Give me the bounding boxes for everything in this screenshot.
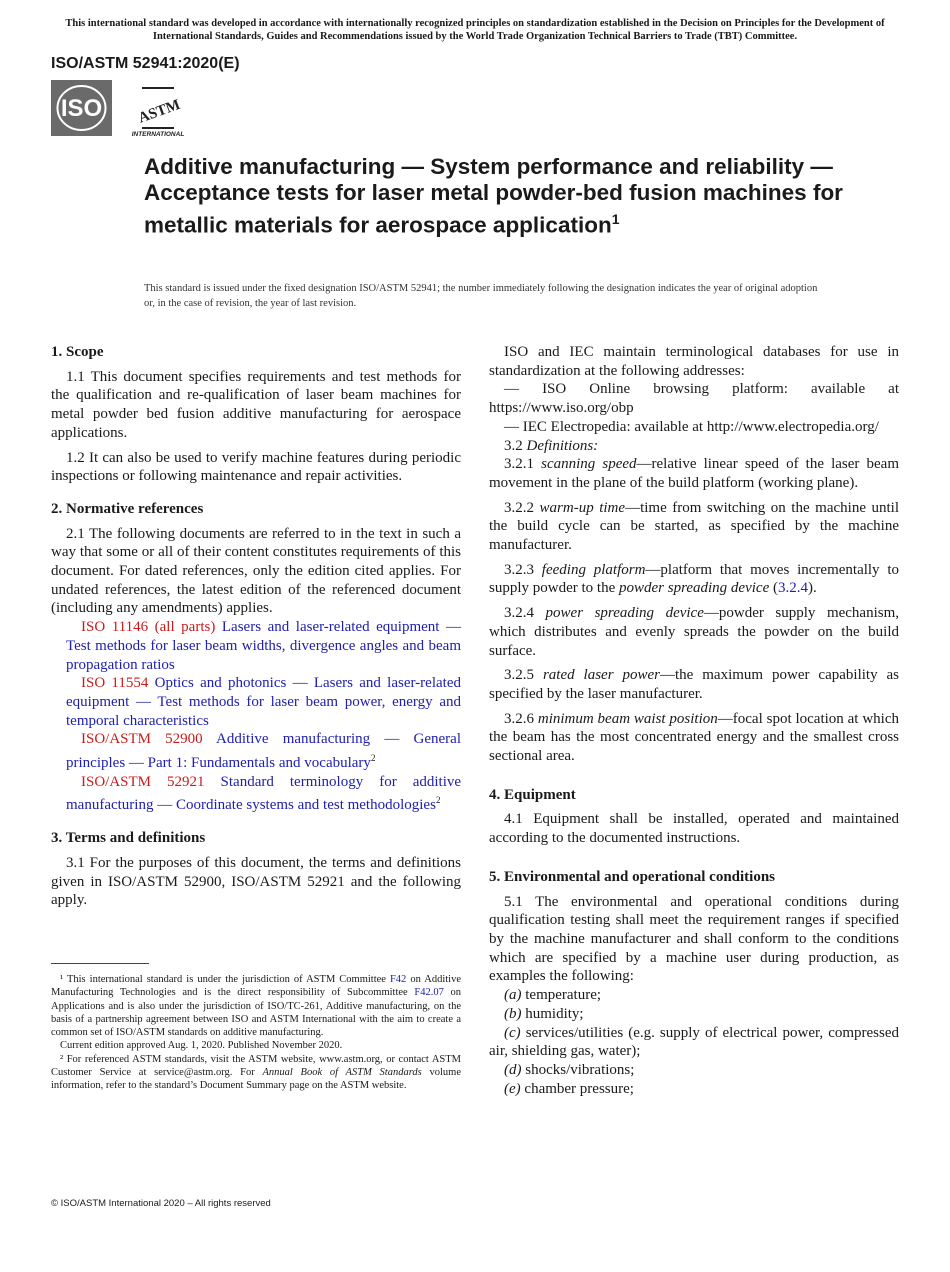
definitions-subheading [489,437,899,456]
term-definition: —time from switching on the machine until the build cycle can be started, as specified by the machine manufacturer. [489,499,899,554]
top-notice: This international standard was developed in accordance with internationally recognized principles on standardization established in the Decision on Principles for the Development of International Standards, Guides and Recommendations issued by the World Trade Organization Technical Barriers to Trade (TBT) Committee. [65,18,885,42]
term-name: minimum beam waist position [537,710,718,727]
reference-code[interactable]: ISO/ASTM 52900 [81,731,203,748]
term-definition: —focal spot location at which the beam has the most concentrated energy and the smallest cross sectional area. [489,710,899,765]
terminology-databases-intro: ISO and IEC maintain terminological databases for use in standardization at the following addresses: [489,344,899,379]
reference-title[interactable]: Standard terminology for additive manufacturing — Coordinate systems and test methodologies [66,773,462,814]
term-name: scanning speed [541,456,637,473]
reference-title[interactable]: Additive manufacturing — General principles — Part 1: Fundamentals and vocabulary [66,731,461,772]
right-column [489,343,899,1098]
definitions-number: 3.2 [504,437,523,454]
reference-code[interactable]: ISO/ASTM 52921 [81,773,205,790]
section-3-heading: 3. Terms and definitions [51,830,206,847]
footnote-2-text-b: volume information, refer to the standard’s Document Summary page on the ASTM website. [51,1067,462,1092]
reference-item [51,618,461,674]
reference-item [51,730,461,772]
footnotes [51,973,461,1093]
term-number: 3.2.4 [504,605,534,622]
condition-text: chamber pressure; [524,1080,634,1097]
condition-text: temperature; [525,987,602,1004]
paragraph-2-1: 2.1 The following documents are referred to in the text in such a way that some or all of their content constitutes requirements of this document. For dated references, only the edition cited applies. For undated references, the latest edition of the referenced document (including any amendments) applies. [51,525,461,617]
reference-footnote-ref[interactable]: 2 [370,753,376,764]
title-footnote-ref[interactable]: 1 [611,211,620,227]
condition-item [489,1080,899,1099]
footnote-1-text-b: on Additive Manufacturing Technologies and is the direct responsibility of Subcommittee [51,974,462,999]
left-column [51,343,461,910]
term-definition: —powder supply mechanism, which distributes and evenly spreads the powder on the build surface. [489,605,900,659]
iec-electropedia-entry: — IEC Electropedia: available at http://www.electropedia.org/ [504,418,879,435]
term-name: warm-up time [539,499,626,516]
footnote-2-text-a: ² For referenced ASTM standards, visit the ASTM website, www.astm.org, or contact ASTM Customer Service at service@astm.org. For [51,1053,461,1079]
reference-code[interactable]: ISO 11146 (all parts) [81,619,216,636]
title-text: Additive manufacturing — System performance and reliability — Acceptance tests for laser metal powder-bed fusion machines for metallic materials for aerospace application [144,154,843,238]
definition-3-2-1 [489,455,899,492]
definition-3-2-6 [489,710,899,766]
definition-3-2-4 [489,604,899,660]
issued-note: This standard is issued under the fixed designation ISO/ASTM 52941; the number immediately following the designation indicates the year of original adoption or, in the case of revision, the year of last revision. [144,283,818,309]
term-name: power spreading device [545,605,704,622]
paragraph-1-2: 1.2 It can also be used to verify machine features during periodic inspections or following maintenance and repair activities. [51,449,461,485]
condition-item [489,1024,899,1061]
condition-item [489,1005,899,1024]
definition-3-2-5 [489,666,899,703]
condition-label: (b) [504,1005,522,1022]
paragraph-1-1: 1.1 This document specifies requirements and test methods for the qualification and re-qualification of laser beam machines for metal powder bed fusion additive manufacturing for aerospace applications. [51,368,461,441]
term-name: rated laser power [542,667,660,684]
term-cross-reference-link[interactable]: 3.2.4 [777,580,808,597]
condition-item [489,1061,899,1080]
condition-label: (d) [504,1061,522,1078]
paragraph-3-1: 3.1 For the purposes of this document, the terms and definitions given in ISO/ASTM 52900, ISO/ASTM 52921 and the following apply. [51,854,461,909]
footnote-2 [51,1053,461,1093]
term-definition: —platform that moves incrementally to supply powder to the [489,561,900,597]
reference-footnote-ref[interactable]: 2 [435,795,441,806]
astm-logo [128,82,188,138]
term-name: feeding platform [541,561,646,578]
term-number: 3.2.2 [504,499,534,516]
section-1-heading: 1. Scope [51,344,104,360]
paragraph-4-1: 4.1 Equipment shall be installed, operated and maintained according to the documented instructions. [489,811,899,847]
term-number: 3.2.6 [504,710,534,727]
term-definition: —the maximum power capability as specified by the laser manufacturer. [489,667,900,702]
footnote-1 [51,973,461,1039]
reference-title[interactable]: Lasers and laser-related equipment — Test methods for laser beam widths, divergence angles and beam propagation ratios [66,619,462,673]
footnote-1-text-c: on Applications and is also under the jurisdiction of ISO/TC-261, Additive manufacturing, on the basis of a partnership agreement between ISO and ASTM International with the aim to create a common set of ISO/ASTM standards on additive manufacturing. [51,987,461,1039]
condition-label: (a) [504,987,522,1004]
reference-item [51,674,461,730]
iso-logo [51,80,112,136]
section-4-heading: 4. Equipment [489,786,576,803]
reference-title[interactable]: Optics and photonics — Lasers and laser-related equipment — Test methods for laser beam power, energy and temporal characteristics [66,675,461,729]
copyright-footer: © ISO/ASTM International 2020 – All rights reserved [51,1198,271,1209]
term-number: 3.2.5 [504,667,534,684]
term-number: 3.2.3 [504,561,534,578]
term-number: 3.2.1 [504,456,534,473]
definition-3-2-3: 3.2.3 feeding platform—platform that moves incrementally to supply powder to the powder spreading device (3.2.4). [489,561,900,597]
condition-item [489,986,899,1005]
edition-note: Current edition approved Aug. 1, 2020. Published November 2020. [60,1040,343,1052]
condition-text: humidity; [525,1005,584,1022]
committee-link[interactable]: F42 [389,974,407,985]
paragraph-5-1: 5.1 The environmental and operational conditions during qualification testing shall meet the requirement ranges if specified by the machine manufacturer and shall conform to the conditions which are specified by a machine user during production, as examples the following: [489,893,899,985]
iso-logo-text: ISO [60,95,103,122]
condition-text: services/utilities (e.g. supply of electrical power, compressed air, shielding gas, water); [489,1024,900,1060]
definitions-label: Definitions: [526,437,599,454]
reference-item [51,773,461,815]
section-2-heading: 2. Normative references [51,500,204,517]
footnote-rule [51,963,149,964]
condition-text: shocks/vibrations; [525,1061,635,1078]
astm-logo-text: ASTM [136,96,183,127]
definition-3-2-2 [489,499,899,555]
term-cross-reference-name: powder spreading device [618,580,770,597]
document-title [144,154,844,239]
astm-logo-subtext: INTERNATIONAL [131,131,185,138]
condition-label: (c) [504,1024,521,1041]
footnote-1-text-a: ¹ This international standard is under the jurisdiction of ASTM Committee [60,974,386,985]
designation: ISO/ASTM 52941:2020(E) [51,55,240,72]
condition-label: (e) [504,1080,521,1097]
iso-obp-entry: — ISO Online browsing platform: available at https://www.iso.org/obp [489,381,899,417]
term-definition: —relative linear speed of the laser beam movement in the plane of the build platform (working plane). [489,456,900,491]
section-5-heading: 5. Environmental and operational conditions [489,868,776,885]
subcommittee-link[interactable]: F42.07 [414,987,444,999]
reference-code[interactable]: ISO 11554 [81,675,149,692]
footnote-2-italic: Annual Book of ASTM Standards [262,1067,422,1079]
